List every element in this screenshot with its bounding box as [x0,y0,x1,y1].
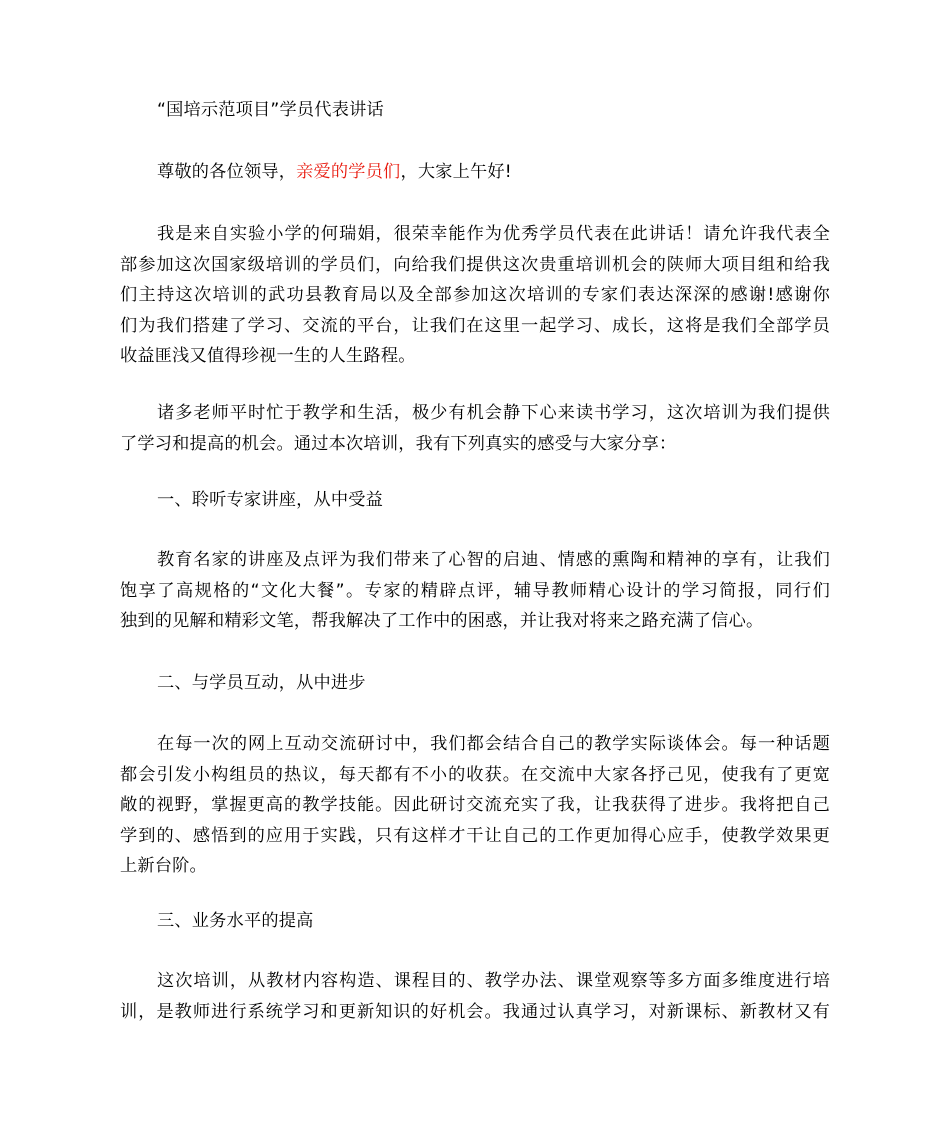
paragraph-line: 这次培训，从教材内容构造、课程目的、教学办法、课堂观察等多方面多维度进行培 [157,971,830,991]
paragraph-line: 教育名家的讲座及点评为我们带来了心智的启迪、情感的熏陶和精神的享有，让我们 [157,550,830,570]
speech-title: “国培示范项目”学员代表讲话 [157,100,384,120]
section-heading-3 [120,905,830,938]
paragraph-intro [120,219,830,372]
paragraph-line: 收益匪浅又值得珍视一生的人生路程。 [120,346,416,366]
greeting-part3: ，大家上午好! [400,162,512,182]
paragraph-line: 部参加这次国家级培训的学员们，向给我们提供这次贵重培训机会的陕师大项目组和给我 [120,254,830,275]
paragraph-context [120,398,830,459]
section-heading-1 [120,484,830,517]
heading-text: 一、聆听专家讲座，从中受益 [157,490,384,510]
section-heading-2 [120,667,830,700]
paragraph-line: 我是来自实验小学的何瑞娟，很荣幸能作为优秀学员代表在此讲话！请允许我代表全 [157,224,830,244]
heading-text: 二、与学员互动，从中进步 [157,673,366,693]
greeting-block [120,156,830,189]
paragraph-line: 饱享了高规格的“文化大餐”。专家的精辟点评，辅导教师精心设计的学习简报，同行们 [120,580,830,601]
paragraph-line: 在每一次的网上互动交流研讨中，我们都会结合自己的教学实际谈体会。每一种话题 [157,734,830,754]
speech-title-block [120,94,384,127]
paragraph-skills [120,966,830,1027]
greeting-highlight: 亲爱的学员们 [296,162,401,182]
greeting-line [120,156,830,189]
paragraph-line: 上新台阶。 [120,856,207,876]
paragraph-line: 独到的见解和精彩文笔，帮我解决了工作中的困惑，并让我对将来之路充满了信心。 [120,611,764,631]
paragraph-line: 训，是教师进行系统学习和更新知识的好机会。我通过认真学习，对新课标、新教材又有 [120,1001,830,1022]
paragraph-line: 都会引发小构组员的热议，每天都有不小的收获。在交流中大家各抒己见，使我有了更宽 [120,764,830,785]
paragraph-line: 学到的、感悟到的应用于实践，只有这样才干让自己的工作更加得心应手，使教学效果更 [120,825,830,846]
paragraph-experts [120,545,830,637]
heading-text: 三、业务水平的提高 [157,911,314,931]
paragraph-line: 诸多老师平时忙于教学和生活，极少有机会静下心来读书学习，这次培训为我们提供 [157,403,830,423]
paragraph-line: 们为我们搭建了学习、交流的平台，让我们在这里一起学习、成长，这将是我们全部学员 [120,315,830,336]
paragraph-line: 们主持这次培训的武功县教育局以及全部参加这次培训的专家们表达深深的感谢!感谢你 [120,285,830,305]
paragraph-line: 了学习和提高的机会。通过本次培训，我有下列真实的感受与大家分享： [120,433,677,454]
paragraph-interaction [120,729,830,882]
paragraph-line: 敞的视野，掌握更高的教学技能。因此研讨交流充实了我，让我获得了进步。我将把自己 [120,795,830,815]
greeting-part1: 尊敬的各位领导， [157,162,297,182]
